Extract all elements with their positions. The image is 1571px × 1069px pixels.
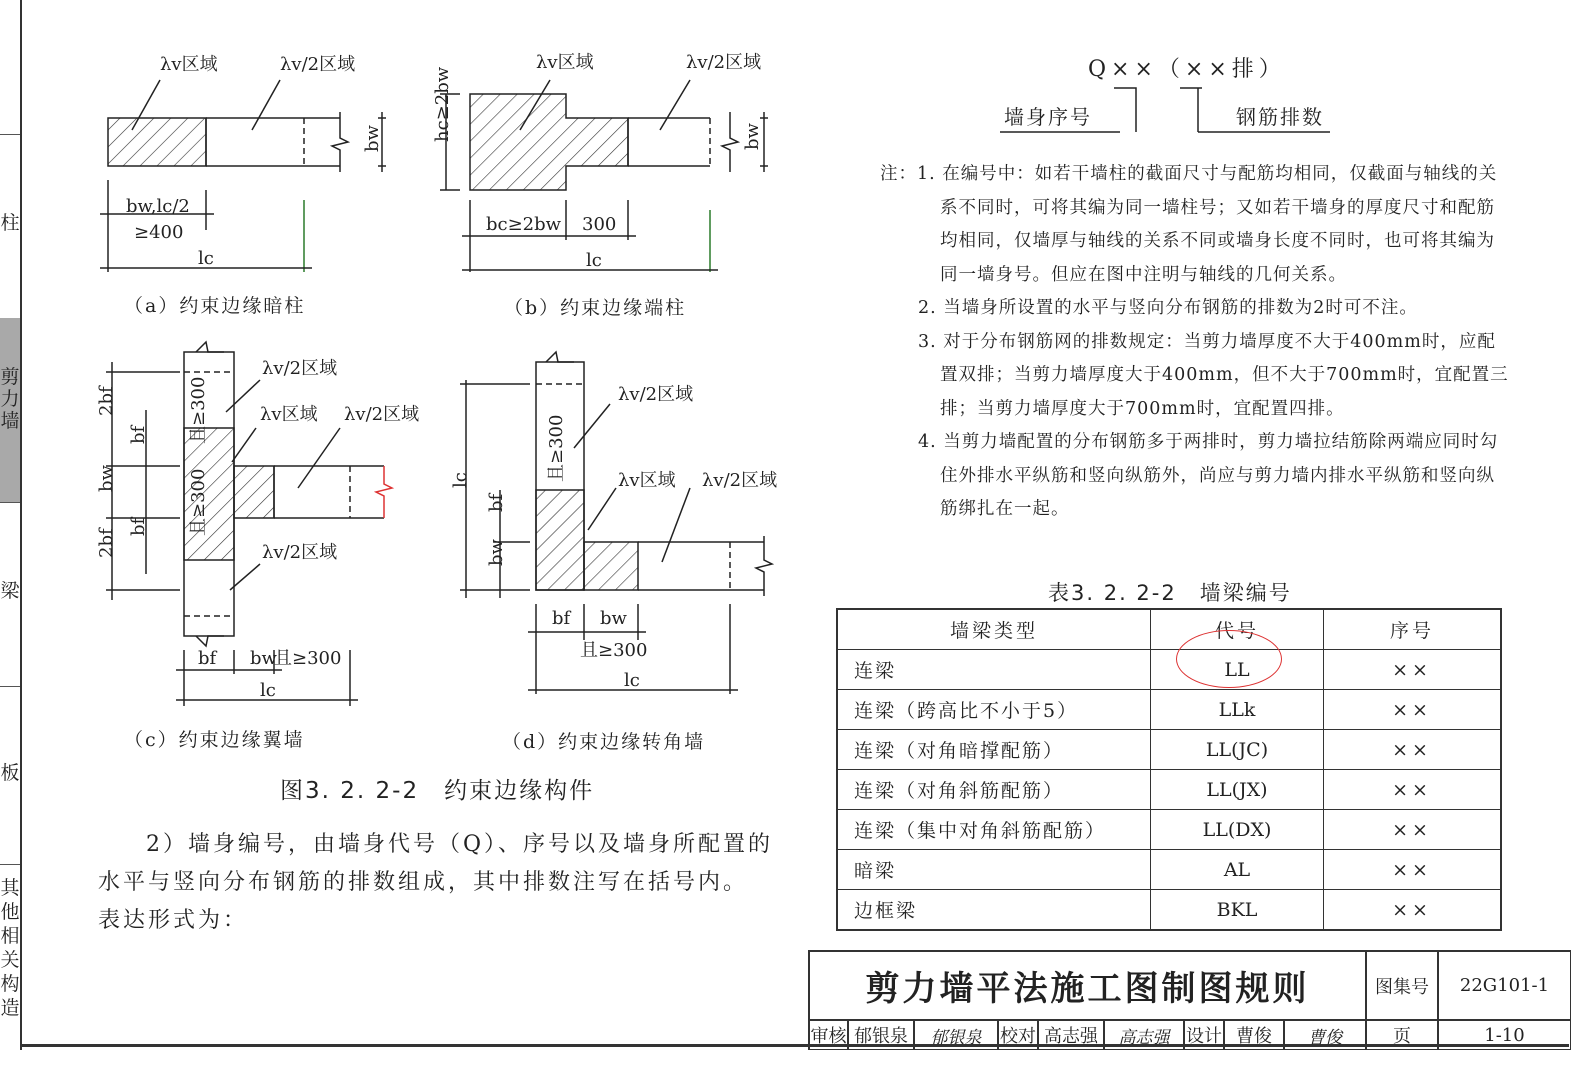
review-signature: 郁银泉 (914, 1020, 998, 1050)
table-row: 连梁（集中对角斜筋配筋） LL(DX) ×× (837, 810, 1501, 850)
table-title: 表3. 2. 2-2 墙梁编号 (1048, 581, 1292, 605)
table-row: 连梁 LL ×× (837, 650, 1501, 690)
table-row: 连梁（跨高比不小于5） LLk ×× (837, 690, 1501, 730)
header-code: 代号 (1151, 609, 1324, 650)
paragraph-line-1: 2）墙身编号，由墙身代号（Q）、序号以及墙身所配置的 (146, 832, 774, 857)
header-type: 墙梁类型 (837, 609, 1151, 650)
design-name: 曹俊 (1224, 1020, 1284, 1050)
paragraph-line-2: 水平与竖向分布钢筋的排数组成，其中排数注写在括号内。 (98, 870, 749, 895)
label-lv2-c-top: λv/2区域 (262, 358, 338, 379)
label-lv2-c-right: λv/2区域 (344, 404, 420, 425)
drawing-title: 剪力墙平法施工图制图规则 (808, 950, 1366, 1020)
label-bw-d-left: bw (486, 539, 507, 566)
label-lc-d: lc (624, 670, 640, 691)
figure-b (440, 80, 768, 272)
side-tab-slab[interactable]: 板 (0, 762, 20, 784)
design-label: 设计 (1184, 1020, 1224, 1050)
caption-c: （c）约束边缘翼墙 (124, 729, 305, 751)
label-ge400: ≥400 (134, 222, 184, 243)
label-ge300-c-top: 且≥300 (188, 376, 209, 444)
label-300-b: 300 (582, 214, 617, 235)
table-row: 暗梁 AL ×× (837, 850, 1501, 890)
side-tab-beam[interactable]: 梁 (0, 580, 20, 602)
wall-numbering-paragraph (98, 826, 788, 940)
note-2: 2. 当墙身所设置的水平与竖向分布钢筋的排数为2时可不注。 (918, 298, 1418, 318)
side-tab-other[interactable]: 其他相关构造 (0, 877, 20, 1019)
label-lc-b: lc (586, 250, 602, 271)
note-4: 4. 当剪力墙配置的分布钢筋多于两排时，剪力墙拉结筋除两端应同时勾住外排水平纵筋和竖向纵筋外，尚应与剪力墙内排水平纵筋和竖向纵筋绑扎在一起。 (918, 432, 1499, 519)
label-lc-c: lc (260, 680, 276, 701)
figure-title: 图3. 2. 2-2 约束边缘构件 (280, 778, 595, 804)
label-bc-b: bc≥2bw (486, 214, 562, 235)
label-bw-c-bottom: bw (250, 648, 277, 669)
page-label: 页 (1366, 1020, 1438, 1050)
label-ge300-c-bottom: 且≥300 (188, 468, 209, 536)
note-3: 3. 对于分布钢筋网的排数规定：当剪力墙厚度不大于400mm时，应配置双排；当剪力墙厚度大于400mm，但不大于700mm时，宜配置三排；当剪力墙厚度大于700mm时，宜配置四排。 (918, 331, 1509, 419)
label-2bf-c-bottom: 2bf (96, 528, 117, 558)
atlas-label: 图集号 (1366, 950, 1438, 1020)
caption-d: （d）约束边缘转角墙 (502, 731, 706, 753)
label-lv2-d-top: λv/2区域 (618, 384, 694, 405)
wall-beam-table (836, 608, 1502, 931)
review-name: 郁银泉 (848, 1020, 914, 1050)
annotation-circle (1176, 630, 1282, 688)
side-tab-column[interactable]: 柱 (0, 212, 20, 234)
label-hc-b: hc≥2bw (432, 66, 453, 142)
note-1: 注：1. 在编号中：如若干墙柱的截面尺寸与配筋均相同，仅截面与轴线的关系不同时，可将其编为同一墙柱号；又如若干墙身的厚度尺寸和配筋均相同，仅墙厚与轴线的关系不同或墙身长度不同时，也可将其编为同一墙身号。但应在图中注明与轴线的几何关系。 (880, 164, 1498, 285)
label-lc-d-left: lc (450, 472, 471, 488)
review-label: 审核 (808, 1020, 848, 1050)
paragraph-line-3: 表达形式为： (98, 908, 249, 933)
label-lv2-d-right: λv/2区域 (702, 470, 778, 491)
check-name: 高志强 (1038, 1020, 1104, 1050)
atlas-number: 22G101-1 (1438, 950, 1571, 1020)
label-lv2-c-bottom: λv/2区域 (262, 542, 338, 563)
label-ge300-d-left: 且≥300 (546, 414, 567, 482)
caption-a: （a）约束边缘暗柱 (124, 295, 306, 317)
label-bf-d: bf (552, 608, 571, 629)
constraint-edge-figures (0, 0, 800, 770)
notes (880, 158, 1510, 527)
drawing-title-block (808, 950, 1571, 1050)
table-row: 边框梁 BKL ×× (837, 890, 1501, 931)
page-number: 1-10 (1438, 1020, 1571, 1050)
figure-a (100, 80, 386, 272)
label-bf-c-bottom: bf (128, 517, 149, 536)
label-lv-d: λv区域 (618, 470, 676, 491)
label-ge300-c-right: 且≥300 (274, 648, 342, 669)
design-signature: 曹俊 (1284, 1020, 1366, 1050)
format-code: Q××（××排） (1088, 57, 1286, 82)
format-left-label: 墙身序号 (1004, 105, 1092, 129)
label-lv-c: λv区域 (260, 404, 318, 425)
label-bw-lc2: bw,lc/2 (126, 196, 190, 217)
side-tab-shear-wall[interactable]: 剪力墙 (0, 366, 20, 432)
label-lv-a: λv区域 (160, 54, 218, 75)
label-bf-d-left: bf (486, 493, 507, 512)
label-lc-a: lc (198, 248, 214, 269)
check-signature: 高志强 (1104, 1020, 1184, 1050)
caption-b: （b）约束边缘端柱 (504, 297, 687, 319)
table-row: 连梁（对角暗撑配筋） LL(JC) ×× (837, 730, 1501, 770)
wall-code-format (990, 44, 1350, 140)
label-lv-b: λv区域 (536, 52, 594, 73)
label-bf-c: bf (198, 648, 217, 669)
check-label: 校对 (998, 1020, 1038, 1050)
table-row: 连梁（对角斜筋配筋） LL(JX) ×× (837, 770, 1501, 810)
header-serial: 序号 (1324, 609, 1502, 650)
label-bw-c: bw (96, 465, 117, 492)
format-right-label: 钢筋排数 (1236, 105, 1324, 129)
label-bw-b: bw (742, 123, 763, 150)
label-2bf-c-top: 2bf (96, 386, 117, 416)
table-header-row (837, 609, 1501, 650)
label-bf-c-top: bf (128, 425, 149, 444)
label-bw-a: bw (362, 125, 383, 152)
label-ge300-d: 且≥300 (580, 640, 648, 661)
label-lv2-b: λv/2区域 (686, 52, 762, 73)
label-bw-d: bw (600, 608, 627, 629)
label-lv2-a: λv/2区域 (280, 54, 356, 75)
